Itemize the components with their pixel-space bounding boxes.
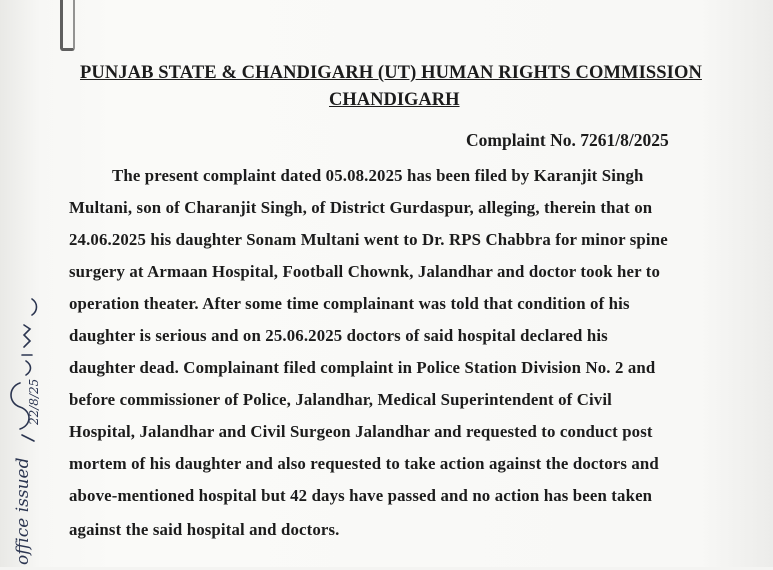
punch-hole-mark [60, 0, 75, 51]
commission-city: CHANDIGARH [329, 90, 460, 110]
body-line-2: Multani, son of Charanjit Singh, of District Gurdaspur, alleging, therein that on [69, 198, 653, 217]
body-line-1: The present complaint dated 05.08.2025 has been filed by Karanjit Singh [112, 166, 644, 185]
body-line-9: Hospital, Jalandhar and Civil Surgeon Jalandhar and requested to conduct post [69, 422, 653, 441]
body-line-10: mortem of his daughter and also requested to take action against the doctors and [69, 454, 659, 473]
commission-title: PUNJAB STATE & CHANDIGARH (UT) HUMAN RIGHTS COMMISSION [80, 63, 702, 83]
body-line-7: daughter dead. Complainant filed complaint in Police Station Division No. 2 and [69, 358, 656, 377]
body-line-4: surgery at Armaan Hospital, Football Chownk, Jalandhar and doctor took her to [69, 262, 661, 281]
body-line-11: above-mentioned hospital but 42 days have passed and no action has been taken [69, 486, 653, 505]
body-line-5: operation theater. After some time complainant was told that condition of his [69, 294, 630, 313]
body-line-12: against the said hospital and doctors. [69, 520, 340, 539]
body-line-3: 24.06.2025 his daughter Sonam Multani went to Dr. RPS Chabbra for minor spine [69, 230, 668, 249]
margin-note-date: 22/8/25 [27, 378, 41, 425]
body-line-6: daughter is serious and on 25.06.2025 doctors of said hospital declared his [69, 326, 608, 345]
body-line-8: before commissioner of Police, Jalandhar, Medical Superintendent of Civil [69, 390, 612, 409]
cut-off-line [68, 556, 768, 570]
handwritten-margin-note [2, 295, 42, 567]
complaint-number: Complaint No. 7261/8/2025 [466, 130, 669, 150]
margin-note-text: office issued [13, 457, 33, 565]
